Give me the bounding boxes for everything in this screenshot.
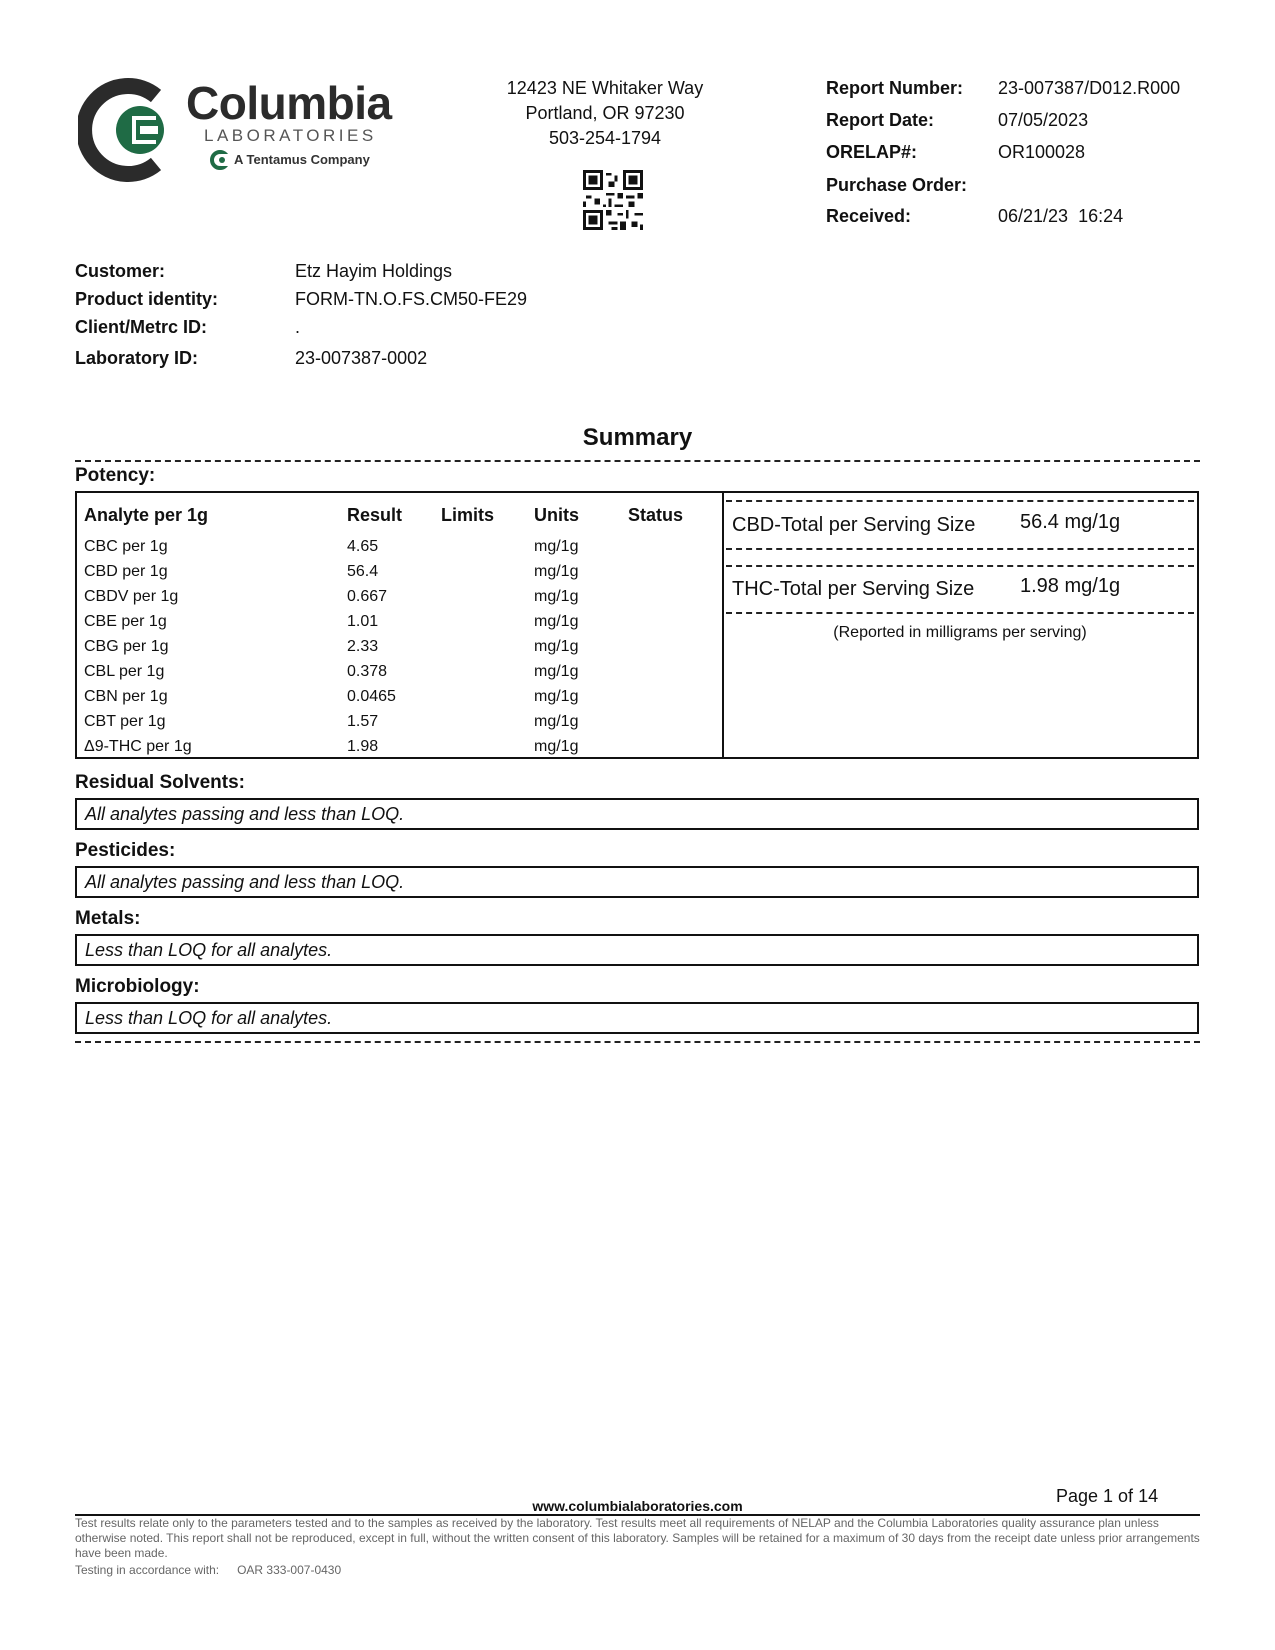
customer-name: Etz Hayim Holdings [295, 261, 453, 281]
cell-analyte: CBG per 1g [84, 638, 169, 655]
cell-analyte: CBDV per 1g [84, 588, 179, 605]
divider [726, 565, 1194, 567]
potency-title: Potency: [75, 465, 156, 486]
testing-label: Testing in accordance with: [75, 1563, 220, 1577]
client-metrc-label: Client/Metrc ID: [75, 317, 208, 337]
cell-units: mg/1g [534, 613, 579, 630]
cell-result: 0.0465 [347, 688, 396, 705]
purchase-order-label: Purchase Order: [826, 175, 968, 195]
disclaimer-text: Test results relate only to the parameters tested and to the samples as received by the laboratory. Test results meet all requirements of NELAP and the Columbia Laboratories quality assurance plan unless otherwise noted. This report shall not be reproduced, except in full, without the written consent of this laboratory. Samples will be retained for a maximum of 30 days from the receipt date unless prior arrangements have been made. [75, 1516, 1200, 1560]
page-number: Page 1 of 14 [1056, 1486, 1159, 1506]
cell-result: 0.378 [347, 663, 388, 680]
header-result: Result [347, 505, 403, 525]
cell-units: mg/1g [534, 663, 579, 680]
cell-result: 1.98 [347, 738, 379, 755]
cell-result: 2.33 [347, 638, 379, 655]
website-link[interactable]: www.columbialaboratories.com [532, 1498, 743, 1514]
cell-units: mg/1g [534, 713, 579, 730]
orelap-label: ORELAP#: [826, 142, 918, 162]
divider [726, 612, 1194, 614]
cell-units: mg/1g [534, 588, 579, 605]
divider [75, 1041, 1200, 1043]
report-number: 23-007387/D012.R000 [998, 78, 1181, 98]
cell-units: mg/1g [534, 688, 579, 705]
header-status: Status [628, 505, 684, 525]
address-line2: Portland, OR 97230 [525, 103, 685, 123]
divider [726, 500, 1194, 502]
lab-phone: 503-254-1794 [548, 128, 662, 148]
metals-title: Metals: [75, 908, 141, 929]
report-date-label: Report Date: [826, 110, 935, 130]
customer-label: Customer: [75, 261, 166, 281]
cell-units: mg/1g [534, 638, 579, 655]
cell-analyte: CBN per 1g [84, 688, 168, 705]
header-limits: Limits [441, 505, 495, 525]
cell-result: 4.65 [347, 538, 379, 555]
product-identity: FORM-TN.O.FS.CM50-FE29 [295, 289, 528, 309]
tentamus-icon [210, 150, 230, 170]
received-label: Received: [826, 206, 912, 226]
laboratory-id: 23-007387-0002 [295, 348, 428, 368]
divider [75, 460, 1200, 462]
report-date: 07/05/2023 [998, 110, 1089, 130]
lab-subtitle: LABORATORIES [204, 126, 377, 145]
potency-divider [722, 491, 724, 759]
residual-solvents-title: Residual Solvents: [75, 772, 245, 793]
cbd-serving-label: CBD-Total per Serving Size [732, 514, 976, 536]
received-date: 06/21/23 16:24 [998, 206, 1124, 226]
header-units: Units [534, 505, 579, 525]
cell-units: mg/1g [534, 563, 579, 580]
cell-analyte: CBL per 1g [84, 663, 165, 680]
cell-result: 1.57 [347, 713, 379, 730]
orelap-number: OR100028 [998, 142, 1086, 162]
cell-analyte: CBE per 1g [84, 613, 167, 630]
cbd-serving-value: 56.4 mg/1g [1020, 511, 1121, 533]
pesticides-result: All analytes passing and less than LOQ. [75, 866, 1199, 898]
summary-title: Summary [582, 424, 693, 451]
report-number-label: Report Number: [826, 78, 964, 98]
cell-result: 0.667 [347, 588, 388, 605]
lab-name: Columbia [186, 77, 392, 129]
pesticides-title: Pesticides: [75, 840, 176, 861]
cell-analyte: Δ9-THC per 1g [84, 738, 192, 755]
cell-result: 1.01 [347, 613, 379, 630]
residual-solvents-result: All analytes passing and less than LOQ. [75, 798, 1199, 830]
address-line1: 12423 NE Whitaker Way [506, 78, 704, 98]
cell-units: mg/1g [534, 738, 579, 755]
cell-analyte: CBD per 1g [84, 563, 168, 580]
cell-units: mg/1g [534, 538, 579, 555]
divider [726, 548, 1194, 550]
qr-code-icon [583, 170, 643, 230]
microbiology-title: Microbiology: [75, 976, 200, 997]
columbia-logo-icon [78, 74, 188, 186]
product-identity-label: Product identity: [75, 289, 218, 309]
lab-tagline: A Tentamus Company [234, 152, 370, 167]
thc-serving-label: THC-Total per Serving Size [732, 578, 975, 600]
client-metrc-id: . [295, 317, 301, 337]
cell-analyte: CBC per 1g [84, 538, 168, 555]
cell-analyte: CBT per 1g [84, 713, 166, 730]
thc-serving-value: 1.98 mg/1g [1020, 575, 1121, 597]
cell-result: 56.4 [347, 563, 379, 580]
metals-result: Less than LOQ for all analytes. [75, 934, 1199, 966]
laboratory-id-label: Laboratory ID: [75, 348, 199, 368]
microbiology-result: Less than LOQ for all analytes. [75, 1002, 1199, 1034]
serving-note: (Reported in milligrams per serving) [833, 624, 1087, 641]
header-analyte: Analyte per 1g [84, 505, 209, 525]
testing-value: OAR 333-007-0430 [237, 1563, 342, 1577]
testing-standard [75, 1563, 341, 1577]
